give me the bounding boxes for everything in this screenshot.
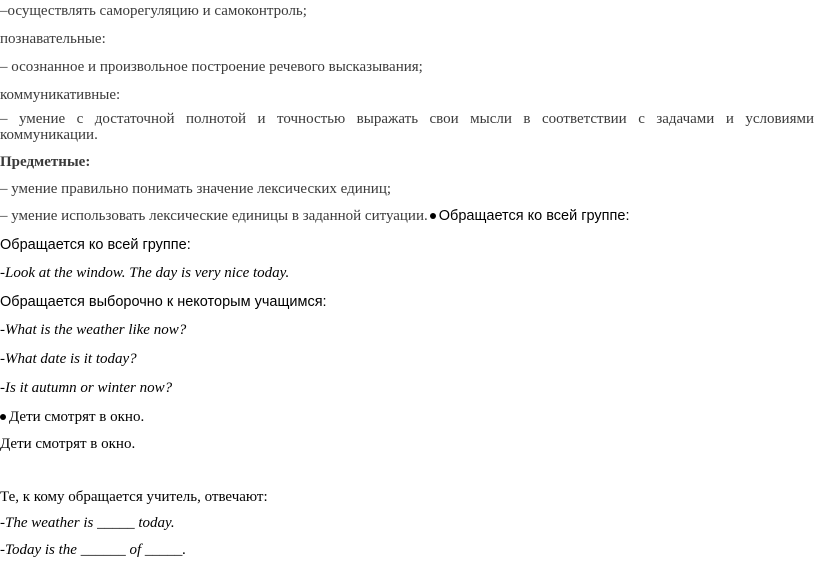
lexical-usage-text: – умение использовать лексические единицы в заданной ситуации. xyxy=(0,208,428,224)
text-line-communication: коммуникации. xyxy=(0,127,98,143)
text-line-children-look-bullet xyxy=(0,408,816,426)
dash: - xyxy=(0,380,5,396)
text-line-address-group: Обращается ко всей группе: xyxy=(0,237,191,253)
answer-weather: The weather is _____ today. xyxy=(5,515,175,531)
text-line-answer-date xyxy=(0,541,816,559)
text-line-lexical-meaning: – умение правильно понимать значение лексических единиц; xyxy=(0,181,392,197)
text-line-self-control: –осуществлять саморегуляцию и самоконтроль; xyxy=(0,3,307,19)
text-line-lexical-usage xyxy=(0,207,816,225)
text-line-question-season xyxy=(0,379,816,397)
children-look-text: Дети смотрят в окно. xyxy=(9,409,145,425)
heading-cognitive: познавательные: xyxy=(0,31,106,47)
text-line-students-answer: Те, к кому обращается учитель, отвечают: xyxy=(0,489,268,505)
phrase-look-window: Look at the window. The day is very nice today. xyxy=(5,265,290,281)
question-season: Is it autumn or winter now? xyxy=(5,380,173,396)
text-line-express-thoughts: – умение с достаточной полнотой и точностью выражать свои мысли в соответствии с задачами и условиями xyxy=(0,111,814,127)
dash: - xyxy=(0,542,5,558)
text-line-speech-construction: – осознанное и произвольное построение речевого высказывания; xyxy=(0,59,423,75)
question-weather: What is the weather like now? xyxy=(5,322,187,338)
bullet-icon xyxy=(430,213,436,219)
dash: - xyxy=(0,322,5,338)
address-group-inline: Обращается ко всей группе: xyxy=(438,208,630,224)
question-date: What date is it today? xyxy=(5,351,137,367)
heading-subject: Предметные: xyxy=(0,154,91,170)
dash: - xyxy=(0,265,5,281)
text-line-question-date xyxy=(0,350,816,368)
text-line-children-look: Дети смотрят в окно. xyxy=(0,436,136,452)
heading-communicative: коммуникативные: xyxy=(0,87,121,103)
dash: - xyxy=(0,515,5,531)
answer-date: Today is the ______ of _____. xyxy=(5,542,187,558)
text-line-question-weather xyxy=(0,321,816,339)
bullet-icon xyxy=(0,414,6,420)
dash: - xyxy=(0,351,5,367)
text-line-address-selective: Обращается выборочно к некоторым учащимся: xyxy=(0,294,327,310)
text-line-answer-weather xyxy=(0,514,816,532)
text-line-look-window xyxy=(0,264,816,282)
